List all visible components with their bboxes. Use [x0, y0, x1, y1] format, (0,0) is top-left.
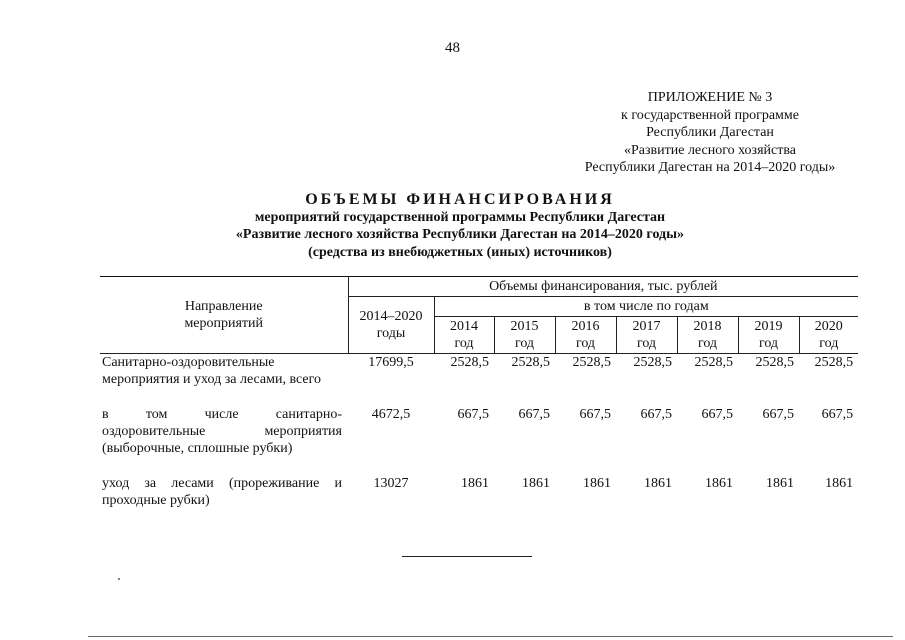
- document-heading: [180, 191, 740, 261]
- heading-line: «Развитие лесного хозяйства Республики Дагестан на 2014–2020 годы»: [235, 227, 685, 242]
- row-value: 2528,5: [677, 354, 738, 407]
- row-value: 1861: [644, 476, 672, 491]
- appendix-block: [560, 89, 860, 177]
- row-value: 2528,5: [494, 354, 555, 407]
- row-value: 1861: [825, 476, 854, 491]
- funding-table: [100, 276, 858, 527]
- heading-line: мероприятий государственной программы Республики Дагестан: [254, 209, 666, 225]
- row-value: 2528,5: [434, 354, 494, 407]
- row-value: 667,5: [457, 407, 489, 422]
- page-edge-line: [88, 636, 893, 637]
- header-by-year: в том числе по годам: [434, 297, 858, 317]
- header-year: 2016 год: [555, 317, 616, 354]
- row-value: 2528,5: [799, 354, 858, 407]
- heading-line: (средства из внебюджетных (иных) источников): [308, 244, 612, 260]
- row-value: 1861: [461, 476, 489, 491]
- scan-speck: [118, 578, 120, 580]
- row-value: 667,5: [579, 407, 611, 422]
- row-total: 17699,5: [348, 354, 434, 407]
- header-year: 2020 год: [799, 317, 858, 354]
- end-separator: [402, 556, 532, 557]
- heading-title: ОБЪЕМЫ ФИНАНСИРОВАНИЯ: [305, 191, 615, 208]
- page-number: 48: [445, 40, 460, 56]
- row-value: 667,5: [821, 407, 854, 422]
- row-label: Санитарно-оздоровительные мероприятия и уход за лесами, всего: [100, 354, 348, 407]
- appendix-title: ПРИЛОЖЕНИЕ № 3: [647, 90, 773, 105]
- row-total: 4672,5: [371, 407, 411, 422]
- appendix-line: Республики Дагестан: [646, 125, 774, 140]
- row-total: 13027: [373, 476, 409, 491]
- appendix-line: Республики Дагестан на 2014–2020 годы»: [584, 160, 836, 175]
- row-value: 667,5: [762, 407, 794, 422]
- header-year: 2014 год: [434, 317, 494, 354]
- header-year: 2017 год: [616, 317, 677, 354]
- row-value: 1861: [705, 476, 733, 491]
- header-funding: Объемы финансирования, тыс. рублей: [348, 277, 858, 297]
- appendix-line: «Развитие лесного хозяйства: [623, 142, 796, 158]
- row-value: 667,5: [701, 407, 733, 422]
- header-year: 2015 год: [494, 317, 555, 354]
- row-value: 1861: [766, 476, 794, 491]
- header-year: 2019 год: [738, 317, 799, 354]
- row-value: 667,5: [640, 407, 672, 422]
- table-row: [100, 475, 858, 527]
- row-value: 2528,5: [616, 354, 677, 407]
- row-value: 1861: [583, 476, 611, 491]
- row-value: 1861: [522, 476, 550, 491]
- row-value: 2528,5: [738, 354, 799, 407]
- row-value: 667,5: [518, 407, 550, 422]
- table-row: [100, 406, 858, 475]
- row-label: уход за лесами (прореживание и проходные рубки): [102, 476, 342, 508]
- table-row: [100, 354, 858, 407]
- header-direction: Направление мероприятий: [100, 277, 348, 354]
- header-total: 2014–2020 годы: [348, 297, 434, 354]
- row-label: в том числе санитарно-оздоровительные мероприятия (выборочные, сплошные рубки): [102, 407, 342, 456]
- header-year: 2018 год: [677, 317, 738, 354]
- row-value: 2528,5: [555, 354, 616, 407]
- appendix-line: к государственной программе: [621, 107, 799, 123]
